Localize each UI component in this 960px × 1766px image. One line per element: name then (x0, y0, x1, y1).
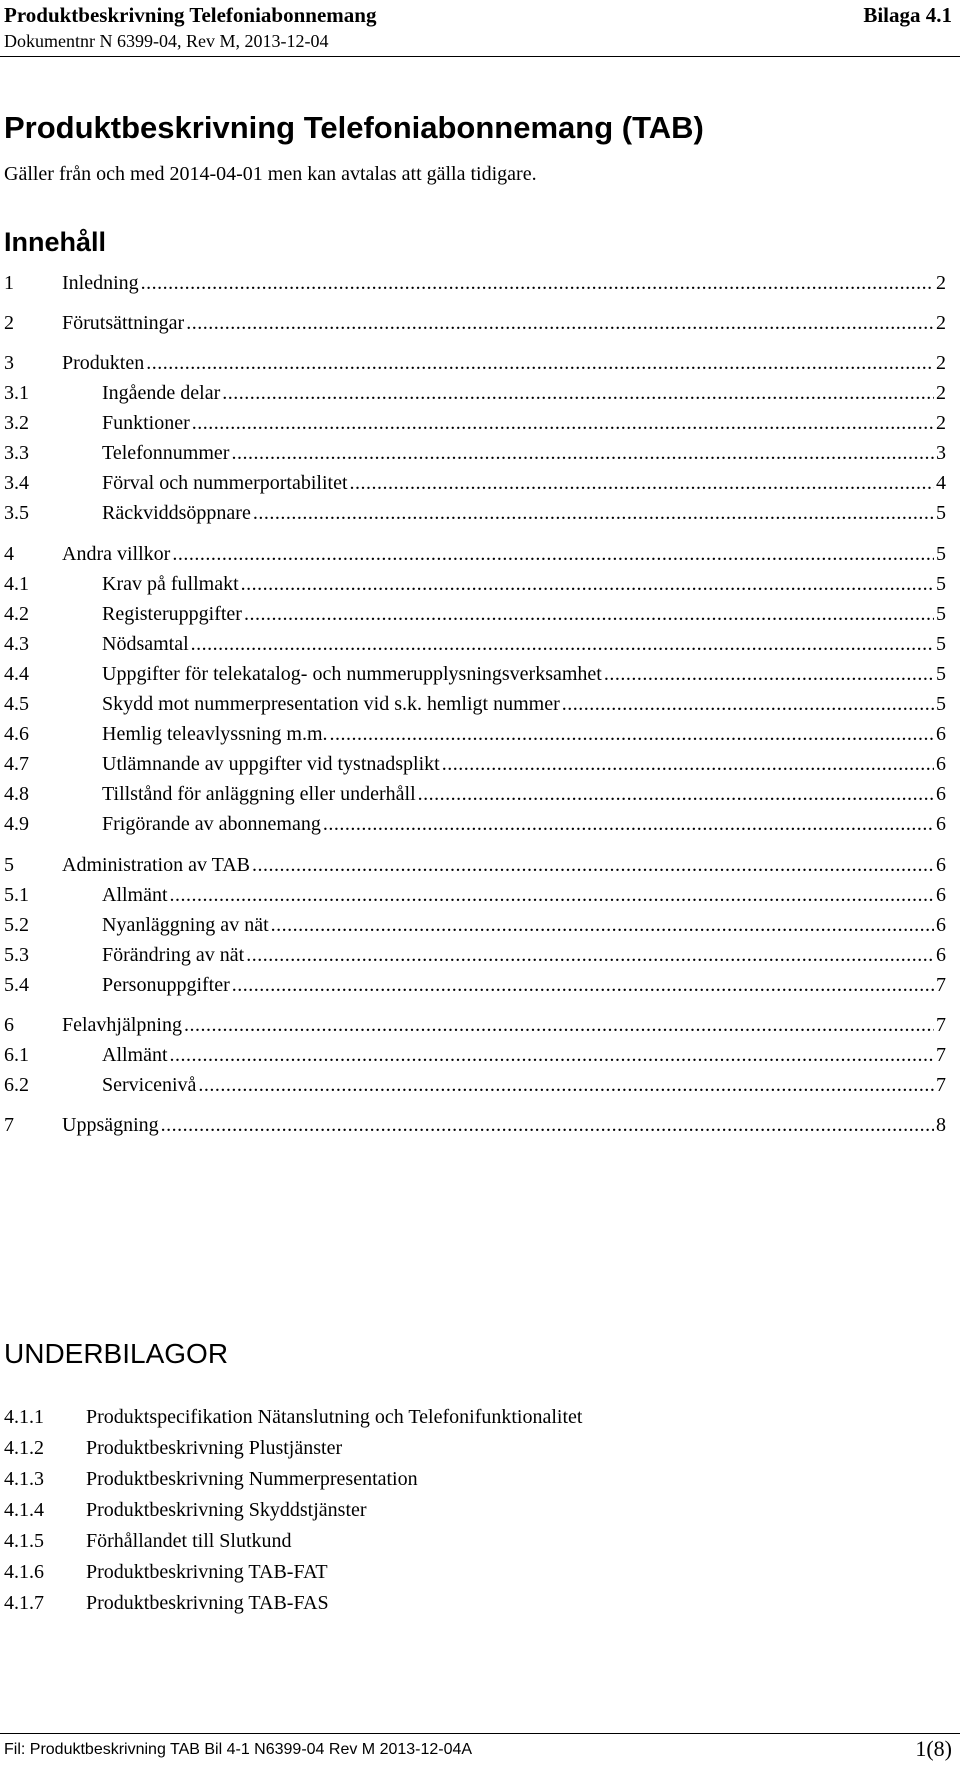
document-title: Produktbeskrivning Telefoniabonnemang (TAB) (4, 110, 704, 145)
toc-number: 4.9 (4, 813, 29, 835)
toc-label: Personuppgifter (102, 974, 230, 996)
toc-number: 3.2 (4, 412, 29, 434)
toc-number: 5.2 (4, 914, 29, 936)
toc-entry[interactable] (4, 408, 946, 438)
toc-entry[interactable] (4, 850, 946, 880)
toc-number: 3.5 (4, 502, 29, 524)
toc-leader (246, 940, 934, 970)
toc-entry[interactable] (4, 378, 946, 408)
toc-leader (253, 498, 934, 528)
toc-page: 6 (936, 723, 946, 745)
toc-page: 5 (936, 633, 946, 655)
toc-label: Felavhjälpning (62, 1014, 182, 1036)
toc-number: 4.8 (4, 783, 29, 805)
toc-label: Allmänt (102, 884, 168, 906)
toc-leader (191, 629, 934, 659)
toc-label: Uppgifter för telekatalog- och nummerupplysningsverksamhet (102, 663, 602, 685)
toc-entry[interactable] (4, 910, 946, 940)
toc-label: Telefonnummer (102, 442, 230, 464)
header-divider (0, 56, 960, 57)
toc-number: 4.3 (4, 633, 29, 655)
toc-label: Utlämnande av uppgifter vid tystnadsplikt (102, 753, 440, 775)
appendix-number: 4.1.1 (4, 1406, 44, 1428)
toc-page: 2 (936, 312, 946, 334)
toc-entry[interactable] (4, 749, 946, 779)
appendix-entry (4, 1495, 904, 1525)
toc-number: 3.3 (4, 442, 29, 464)
toc-leader (350, 468, 935, 498)
toc-entry[interactable] (4, 629, 946, 659)
toc-page: 5 (936, 603, 946, 625)
toc-entry[interactable] (4, 438, 946, 468)
toc-leader (604, 659, 934, 689)
appendix-entry (4, 1526, 904, 1556)
toc-entry[interactable] (4, 880, 946, 910)
toc-leader (330, 719, 934, 749)
toc-entry[interactable] (4, 498, 946, 528)
toc-label: Räckviddsöppnare (102, 502, 251, 524)
footer-divider (0, 1733, 960, 1734)
toc-number: 4 (4, 543, 14, 565)
header-bilaga: Bilaga 4.1 (863, 3, 952, 27)
toc-number: 5 (4, 854, 14, 876)
toc-page: 8 (936, 1114, 946, 1136)
toc-leader (241, 569, 934, 599)
toc-number: 3.4 (4, 472, 29, 494)
appendix-number: 4.1.4 (4, 1499, 44, 1521)
toc-leader (172, 539, 934, 569)
toc-heading: Innehåll (4, 227, 107, 257)
toc-entry[interactable] (4, 719, 946, 749)
toc-page: 6 (936, 753, 946, 775)
toc-label: Hemlig teleavlyssning m.m. (102, 723, 328, 745)
toc-leader (141, 268, 934, 298)
toc-entry[interactable] (4, 348, 946, 378)
appendix-number: 4.1.6 (4, 1561, 44, 1583)
toc-number: 1 (4, 272, 14, 294)
header-document-number: Dokumentnr N 6399-04, Rev M, 2013-12-04 (4, 31, 329, 51)
appendix-number: 4.1.5 (4, 1530, 44, 1552)
appendix-entry (4, 1557, 904, 1587)
appendix-number: 4.1.3 (4, 1468, 44, 1490)
toc-entry[interactable] (4, 809, 946, 839)
toc-label: Förutsättningar (62, 312, 185, 334)
toc-page: 3 (936, 442, 946, 464)
header-title: Produktbeskrivning Telefoniabonnemang (4, 3, 377, 27)
toc-page: 5 (936, 693, 946, 715)
toc-number: 6 (4, 1014, 14, 1036)
toc-number: 3.1 (4, 382, 29, 404)
toc-number: 5.3 (4, 944, 29, 966)
toc-label: Uppsägning (62, 1114, 159, 1136)
toc-label: Administration av TAB (62, 854, 251, 876)
toc-page: 2 (936, 352, 946, 374)
appendices-heading: UNDERBILAGOR (4, 1338, 229, 1369)
toc-label: Inledning (62, 272, 139, 294)
toc-number: 4.6 (4, 723, 29, 745)
toc-page: 2 (936, 272, 946, 294)
toc-number: 6.1 (4, 1044, 29, 1066)
toc-leader (244, 599, 934, 629)
toc-leader (562, 689, 934, 719)
toc-number: 3 (4, 352, 14, 374)
footer-page-number: 1(8) (915, 1736, 952, 1761)
toc-label: Förändring av nät (102, 944, 245, 966)
toc-entry[interactable] (4, 779, 946, 809)
toc-entry[interactable] (4, 970, 946, 1000)
toc-page: 7 (936, 1074, 946, 1096)
toc-number: 5.4 (4, 974, 29, 996)
toc-number: 4.7 (4, 753, 29, 775)
toc-label: Krav på fullmakt (102, 573, 239, 595)
toc-leader (252, 850, 934, 880)
toc-page: 7 (936, 974, 946, 996)
toc-entry[interactable] (4, 940, 946, 970)
toc-page: 5 (936, 573, 946, 595)
toc-page: 6 (936, 813, 946, 835)
appendix-label: Produktbeskrivning Skyddstjänster (86, 1499, 367, 1521)
toc-leader (186, 308, 934, 338)
toc-number: 4.5 (4, 693, 29, 715)
toc-leader (232, 970, 934, 1000)
toc-leader (442, 749, 934, 779)
toc-number: 6.2 (4, 1074, 29, 1096)
toc-leader (271, 910, 934, 940)
toc-number: 4.1 (4, 573, 29, 595)
toc-entry[interactable] (4, 308, 946, 338)
toc-entry[interactable] (4, 468, 946, 498)
appendix-label: Produktbeskrivning TAB-FAS (86, 1592, 329, 1614)
toc-entry[interactable] (4, 569, 946, 599)
toc-page: 5 (936, 502, 946, 524)
toc-entry[interactable] (4, 659, 946, 689)
toc-leader (323, 809, 934, 839)
toc-page: 2 (936, 412, 946, 434)
toc-leader (418, 779, 934, 809)
toc-leader (198, 1070, 934, 1100)
toc-number: 4.4 (4, 663, 29, 685)
toc-leader (192, 408, 934, 438)
appendix-number: 4.1.7 (4, 1592, 44, 1614)
toc-entry[interactable] (4, 1070, 946, 1100)
validity-statement: Gäller från och med 2014-04-01 men kan avtalas att gälla tidigare. (4, 163, 537, 185)
toc-leader (146, 348, 934, 378)
appendix-entry (4, 1402, 904, 1432)
toc-entry[interactable] (4, 1010, 946, 1040)
toc-leader (161, 1110, 934, 1140)
toc-page: 6 (936, 944, 946, 966)
toc-leader (231, 438, 934, 468)
toc-label: Andra villkor (62, 543, 171, 565)
toc-page: 6 (936, 914, 946, 936)
toc-page: 6 (936, 884, 946, 906)
toc-number: 2 (4, 312, 14, 334)
toc-entry[interactable] (4, 1110, 946, 1140)
toc-number: 4.2 (4, 603, 29, 625)
appendix-label: Förhållandet till Slutkund (86, 1530, 292, 1552)
toc-label: Nödsamtal (102, 633, 189, 655)
appendix-entry (4, 1588, 904, 1618)
appendix-label: Produktbeskrivning Nummerpresentation (86, 1468, 418, 1490)
toc-label: Produkten (62, 352, 145, 374)
toc-label: Registeruppgifter (102, 603, 242, 625)
appendix-entry (4, 1433, 904, 1463)
toc-label: Funktioner (102, 412, 190, 434)
toc-label: Frigörande av abonnemang (102, 813, 321, 835)
toc-number: 7 (4, 1114, 14, 1136)
toc-number: 5.1 (4, 884, 29, 906)
toc-entry[interactable] (4, 268, 946, 298)
toc-entry[interactable] (4, 1040, 946, 1070)
appendix-label: Produktbeskrivning TAB-FAT (86, 1561, 328, 1583)
toc-leader (184, 1010, 934, 1040)
toc-label: Servicenivå (102, 1074, 197, 1096)
appendix-entry (4, 1464, 904, 1494)
toc-label: Nyanläggning av nät (102, 914, 269, 936)
toc-label: Skydd mot nummerpresentation vid s.k. hemligt nummer (102, 693, 560, 715)
appendix-number: 4.1.2 (4, 1437, 44, 1459)
toc-label: Allmänt (102, 1044, 168, 1066)
toc-entry[interactable] (4, 599, 946, 629)
toc-page: 2 (936, 382, 946, 404)
toc-page: 7 (936, 1014, 946, 1036)
toc-entry[interactable] (4, 539, 946, 569)
toc-page: 6 (936, 783, 946, 805)
toc-entry[interactable] (4, 689, 946, 719)
toc-page: 5 (936, 543, 946, 565)
toc-leader (170, 1040, 934, 1070)
toc-page: 7 (936, 1044, 946, 1066)
toc-page: 6 (936, 854, 946, 876)
toc-leader (222, 378, 934, 408)
toc-page: 4 (936, 472, 946, 494)
footer-filename: Fil: Produktbeskrivning TAB Bil 4-1 N6399-04 Rev M 2013-12-04A (4, 1741, 473, 1758)
toc-leader (170, 880, 934, 910)
toc-page: 5 (936, 663, 946, 685)
toc-label: Ingående delar (102, 382, 221, 404)
toc-label: Tillstånd för anläggning eller underhåll (102, 783, 416, 805)
appendix-label: Produktbeskrivning Plustjänster (86, 1437, 343, 1459)
toc-label: Förval och nummerportabilitet (102, 472, 348, 494)
appendix-label: Produktspecifikation Nätanslutning och Telefonifunktionalitet (86, 1406, 583, 1428)
